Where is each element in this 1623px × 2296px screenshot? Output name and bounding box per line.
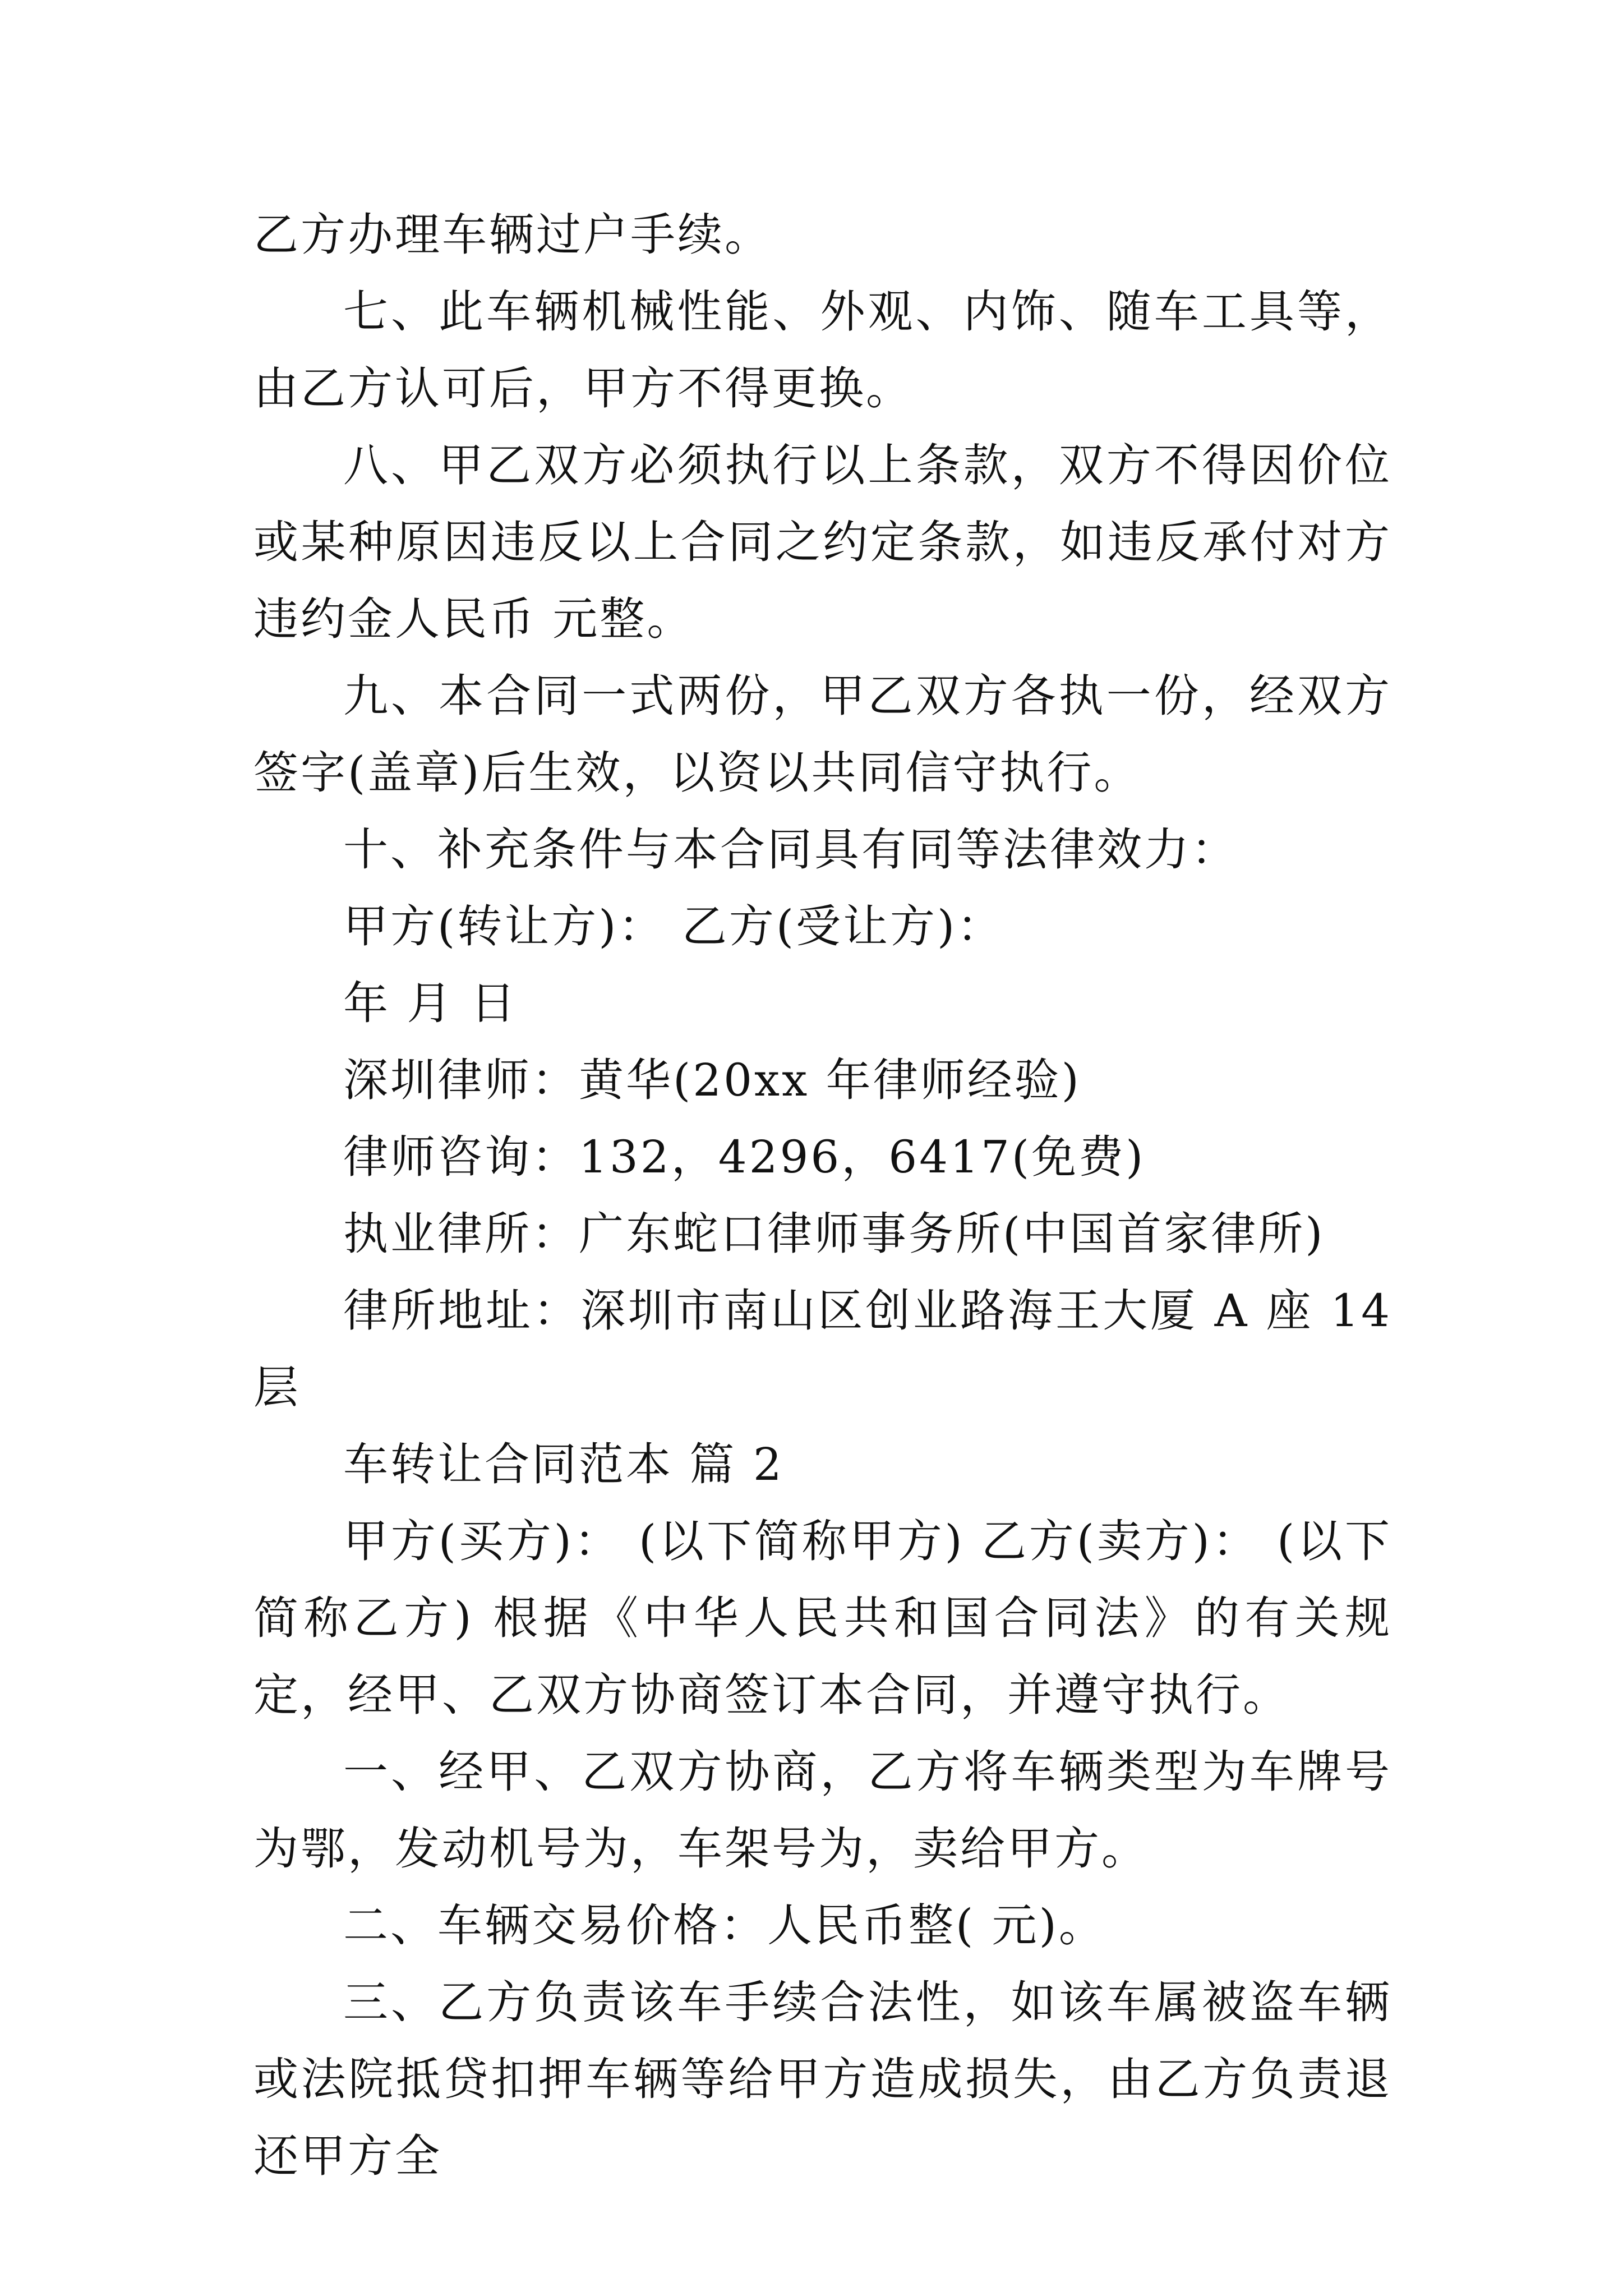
paragraph-transfer-procedure: 乙方办理车辆过户手续。 <box>253 209 772 261</box>
section-heading: 车转让合同范本 篇 2 <box>343 1438 784 1490</box>
paragraph-clause-7: 七、此车辆机械性能、外观、内饰、随车工具等，由乙方认可后，甲方不得更换。 <box>253 286 1392 415</box>
signature-parties: 甲方(转让方)： 乙方(受让方)： <box>343 900 1004 953</box>
lawyer-phone: 律师咨询：132，4296，6417(免费) <box>343 1131 1146 1183</box>
signature-date: 年 月 日 <box>343 977 518 1029</box>
paragraph-clause-9: 九、本合同一式两份，甲乙双方各执一份，经双方签字(盖章)后生效，以资以共同信守执行。 <box>253 670 1392 799</box>
paragraph-clause-3: 三、乙方负责该车手续合法性，如该车属被盗车辆或法院抵贷扣押车辆等给甲方造成损失，由乙方负责退还甲方全 <box>253 1976 1392 2182</box>
paragraph-preamble: 甲方(买方)： (以下简称甲方) 乙方(卖方)： (以下简称乙方) 根据《中华人民共和国合同法》的有关规定，经甲、乙双方协商签订本合同，并遵守执行。 <box>253 1515 1392 1721</box>
paragraph-clause-2: 二、车辆交易价格：人民币整( 元)。 <box>343 1899 1106 1952</box>
contract-body <box>253 196 1409 2194</box>
paragraph-clause-8: 八、甲乙双方必须执行以上条款，双方不得因价位或某种原因违反以上合同之约定条款，如违反承付对方违约金人民币 元整。 <box>253 439 1392 645</box>
lawyer-name: 深圳律师：黄华(20xx 年律师经验) <box>343 1054 1081 1106</box>
law-firm-address: 律所地址：深圳市南山区创业路海王大厦 A 座 14 层 <box>253 1285 1409 1414</box>
law-firm: 执业律所：广东蛇口律师事务所(中国首家律所) <box>343 1208 1325 1260</box>
paragraph-clause-1: 一、经甲、乙双方协商，乙方将车辆类型为车牌号为鄂，发动机号为，车架号为，卖给甲方。 <box>253 1746 1392 1875</box>
paragraph-clause-10: 十、补充条件与本合同具有同等法律效力： <box>343 823 1238 876</box>
